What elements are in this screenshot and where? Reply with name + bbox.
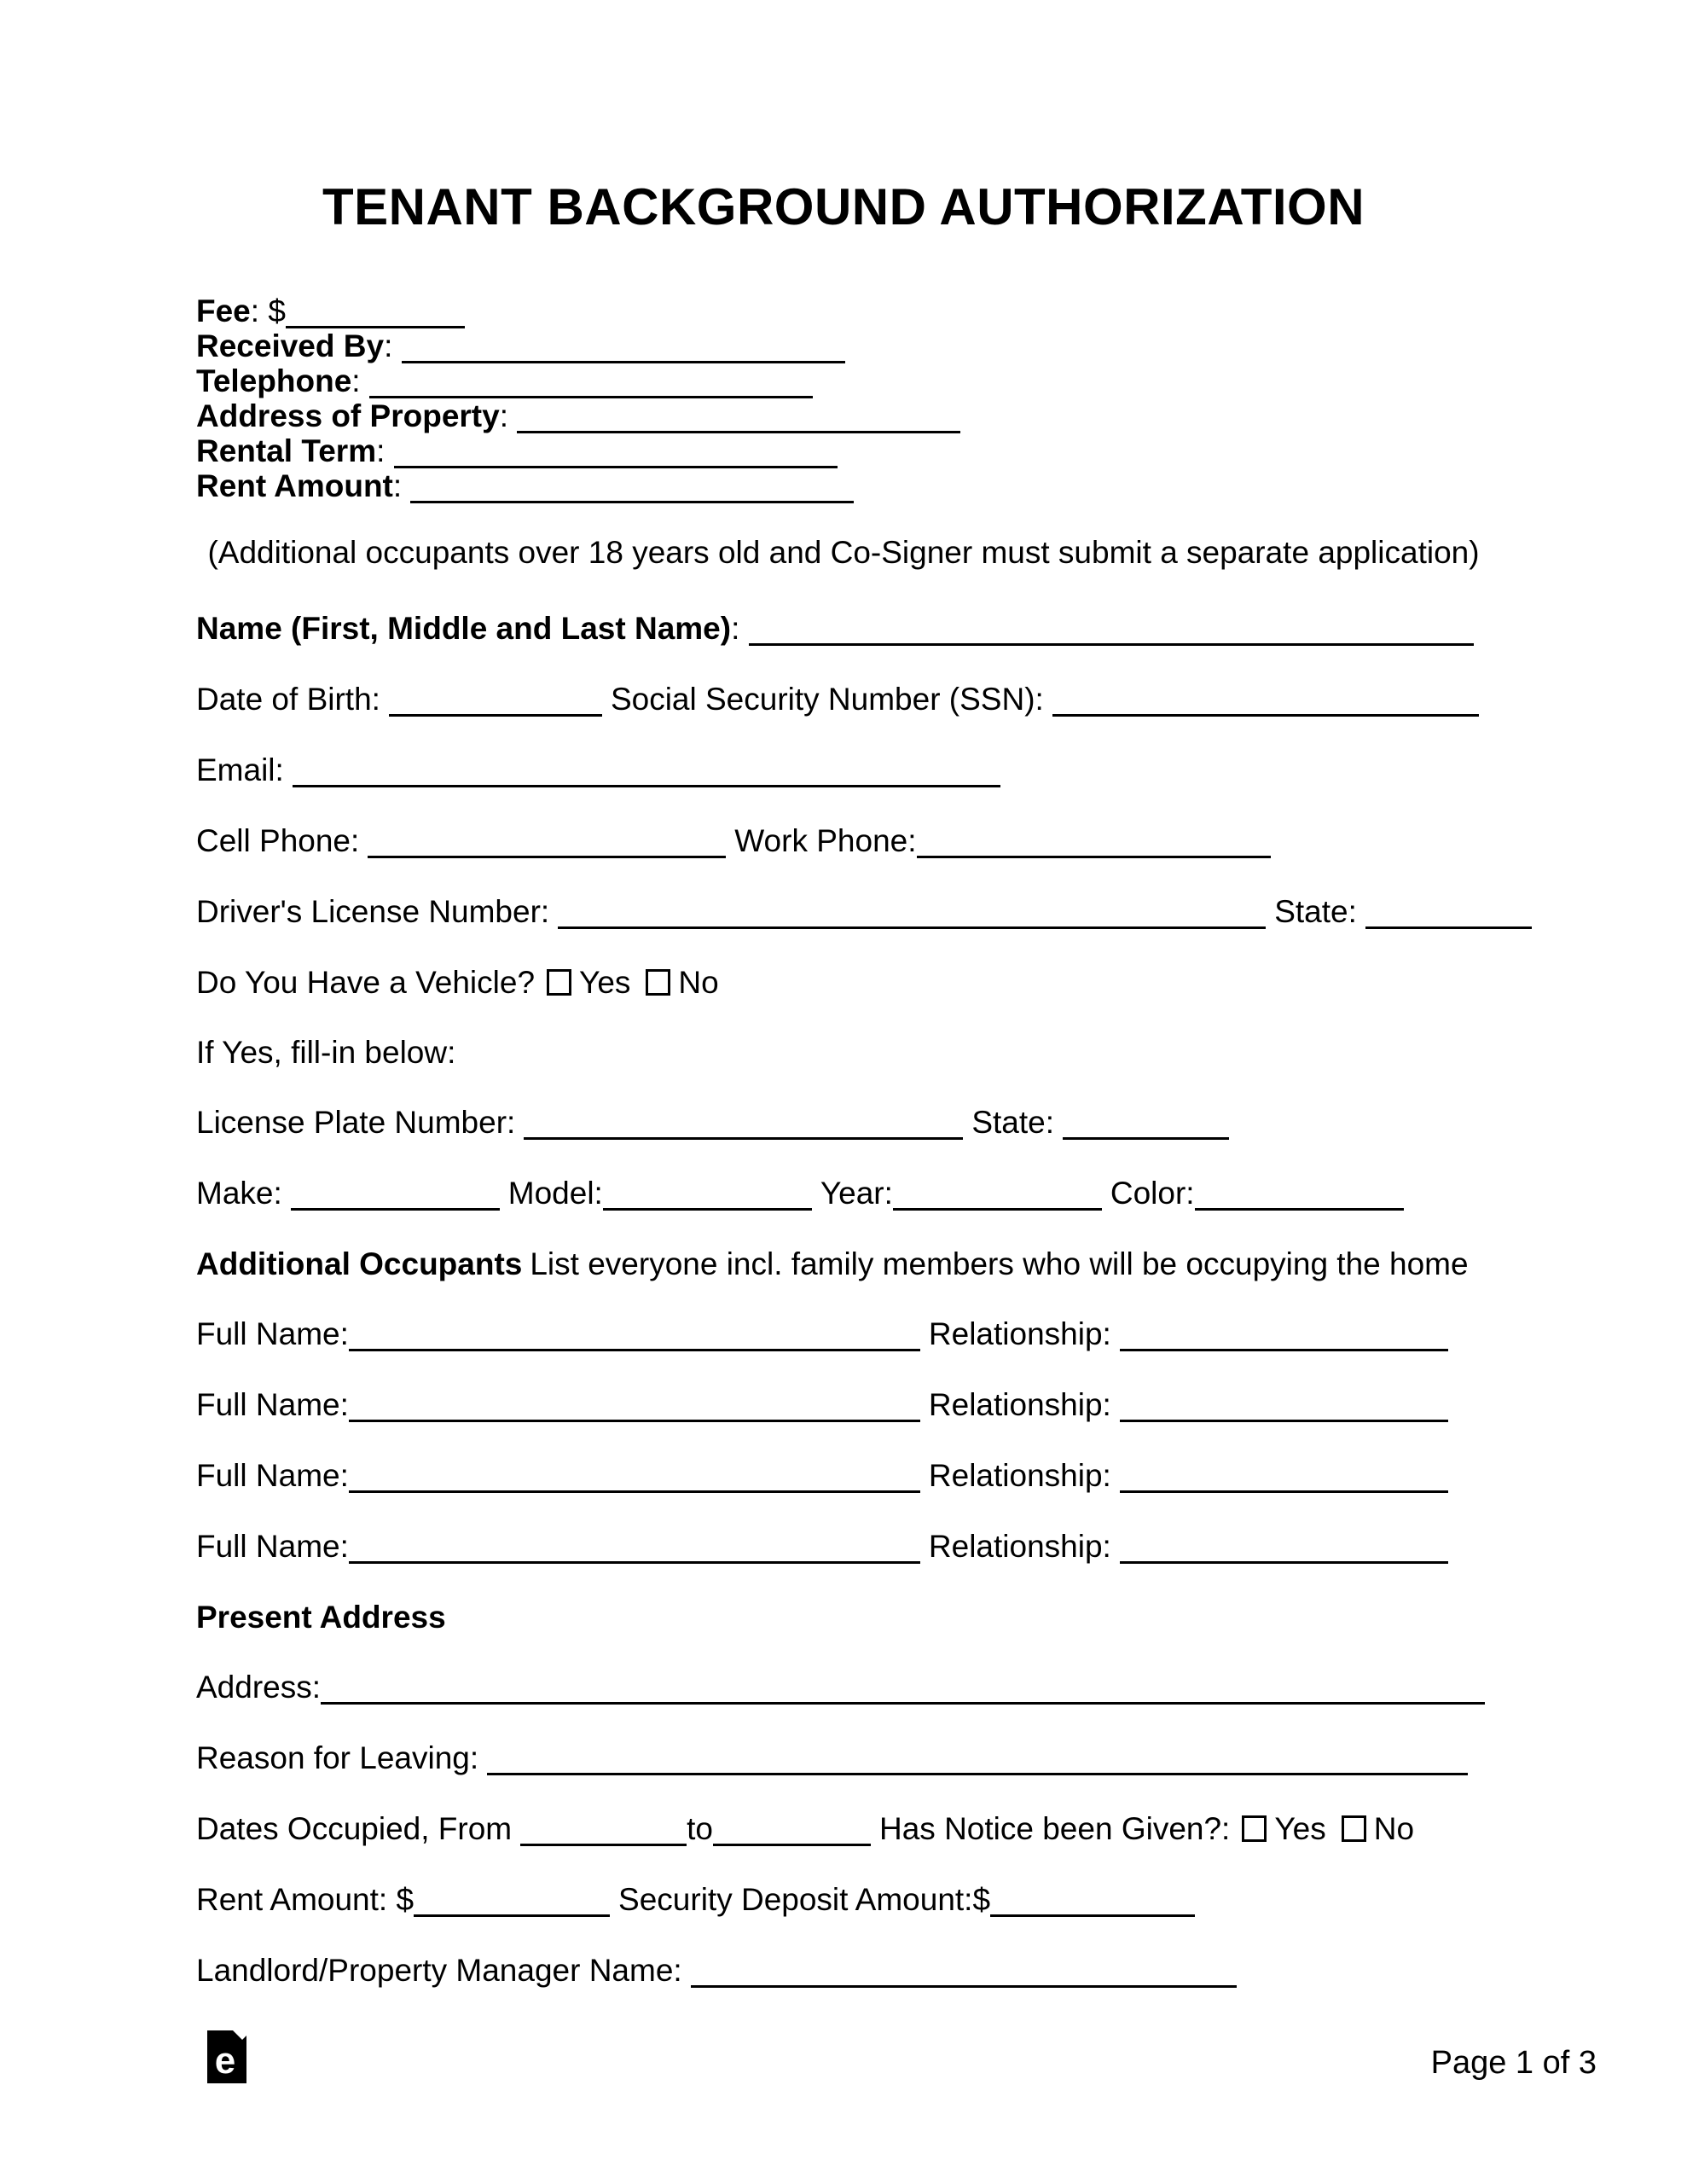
rent-amount-label: Rent Amount <box>196 468 393 503</box>
occupant-3-relationship-input-line[interactable] <box>1120 1465 1448 1493</box>
additional-occupants-heading <box>196 1248 1491 1281</box>
dates-occupied-label: Dates Occupied, From <box>196 1811 513 1846</box>
separator: : <box>384 328 402 363</box>
plate-state-input-line[interactable] <box>1063 1112 1229 1140</box>
occupant-1-relationship-input-line[interactable] <box>1120 1323 1448 1351</box>
work-phone-input-line[interactable] <box>917 830 1271 858</box>
occupant-row <box>196 1460 1491 1493</box>
notice-question-label: Has Notice been Given?: <box>879 1811 1231 1846</box>
security-deposit-label: Security Deposit Amount:$ <box>618 1882 991 1917</box>
license-plate-input-line[interactable] <box>524 1112 963 1140</box>
email-input-line[interactable] <box>293 759 1000 787</box>
fee-input-line[interactable] <box>286 300 465 328</box>
address-of-property-input-line[interactable] <box>517 405 960 433</box>
ssn-input-line[interactable] <box>1052 688 1479 717</box>
license-plate-line <box>196 1107 1491 1140</box>
name-line <box>196 613 1491 646</box>
date-of-birth-label: Date of Birth: <box>196 682 380 717</box>
plate-state-label: State: <box>971 1105 1054 1140</box>
occupant-4-relationship-input-line[interactable] <box>1120 1536 1448 1564</box>
color-label: Color: <box>1110 1176 1195 1211</box>
telephone-line <box>196 363 1491 398</box>
rent-deposit-line <box>196 1884 1491 1917</box>
full-name-label: Full Name: <box>196 1529 349 1564</box>
present-address-heading <box>196 1601 1491 1634</box>
received-by-line <box>196 328 1491 363</box>
occupant-4-full-name-input-line[interactable] <box>349 1536 920 1564</box>
year-input-line[interactable] <box>893 1182 1102 1211</box>
name-label: Name (First, Middle and Last Name) <box>196 611 732 646</box>
vehicle-question-label: Do You Have a Vehicle? <box>196 965 536 1000</box>
occupant-row <box>196 1318 1491 1351</box>
address-label: Address: <box>196 1670 322 1705</box>
date-of-birth-input-line[interactable] <box>389 688 602 717</box>
address-of-property-label: Address of Property <box>196 398 500 433</box>
dates-occupied-line <box>196 1813 1491 1846</box>
address-input-line[interactable] <box>321 1676 1485 1705</box>
prev-rent-amount-input-line[interactable] <box>414 1889 610 1917</box>
telephone-input-line[interactable] <box>369 370 813 398</box>
occupant-3-full-name-input-line[interactable] <box>349 1465 920 1493</box>
vehicle-yes-checkbox[interactable] <box>547 969 571 996</box>
landlord-line <box>196 1955 1491 1988</box>
landlord-input-line[interactable] <box>691 1960 1237 1988</box>
separator: : <box>731 611 749 646</box>
relationship-label: Relationship: <box>928 1316 1111 1351</box>
relationship-label: Relationship: <box>928 1529 1111 1564</box>
form-content <box>196 178 1491 1988</box>
email-label: Email: <box>196 752 284 787</box>
phones-line <box>196 825 1491 858</box>
svg-text:e: e <box>214 2040 236 2082</box>
full-name-label: Full Name: <box>196 1387 349 1422</box>
address-of-property-line <box>196 398 1491 433</box>
dob-ssn-line <box>196 683 1491 717</box>
license-plate-label: License Plate Number: <box>196 1105 516 1140</box>
make-label: Make: <box>196 1176 282 1211</box>
vehicle-yes-label: Yes <box>579 965 631 1000</box>
vehicle-no-label: No <box>678 965 719 1000</box>
vehicle-no-checkbox[interactable] <box>646 969 670 996</box>
email-line <box>196 754 1491 787</box>
separator: : <box>250 293 269 328</box>
dl-state-label: State: <box>1274 894 1357 929</box>
separator: : <box>392 468 411 503</box>
model-input-line[interactable] <box>603 1182 812 1211</box>
fee-label: Fee <box>196 293 251 328</box>
relationship-label: Relationship: <box>928 1387 1111 1422</box>
page-title: TENANT BACKGROUND AUTHORIZATION <box>322 178 1365 235</box>
name-input-line[interactable] <box>749 618 1474 646</box>
ssn-label: Social Security Number (SSN): <box>610 682 1044 717</box>
occupant-row <box>196 1531 1491 1564</box>
separator: : <box>351 363 369 398</box>
rent-amount-line <box>196 468 1491 503</box>
separator: : <box>376 433 394 468</box>
notice-no-label: No <box>1373 1811 1415 1846</box>
make-input-line[interactable] <box>291 1182 500 1211</box>
rental-term-input-line[interactable] <box>394 440 838 468</box>
address-line <box>196 1671 1491 1705</box>
occupant-2-full-name-input-line[interactable] <box>349 1394 920 1422</box>
cell-phone-input-line[interactable] <box>368 830 726 858</box>
occupant-1-full-name-input-line[interactable] <box>349 1323 920 1351</box>
reason-for-leaving-line <box>196 1742 1491 1775</box>
rent-amount-input-line[interactable] <box>410 475 854 503</box>
rental-term-label: Rental Term <box>196 433 377 468</box>
notice-yes-label: Yes <box>1274 1811 1326 1846</box>
full-name-label: Full Name: <box>196 1316 349 1351</box>
occupant-row <box>196 1389 1491 1422</box>
model-label: Model: <box>507 1176 603 1211</box>
dates-to-input-line[interactable] <box>713 1818 871 1846</box>
occupant-2-relationship-input-line[interactable] <box>1120 1394 1448 1422</box>
page-indicator: Page 1 of 3 <box>1430 2045 1597 2081</box>
if-yes-label: If Yes, fill-in below: <box>196 1035 456 1070</box>
vehicle-details-line <box>196 1177 1491 1211</box>
cell-phone-label: Cell Phone: <box>196 823 360 858</box>
reason-for-leaving-input-line[interactable] <box>487 1747 1468 1775</box>
landlord-label: Landlord/Property Manager Name: <box>196 1953 682 1988</box>
drivers-license-input-line[interactable] <box>558 901 1266 929</box>
telephone-label: Telephone <box>196 363 352 398</box>
additional-occupants-title: Additional Occupants <box>196 1246 523 1281</box>
dates-to-label: to <box>687 1811 713 1846</box>
eforms-logo-icon <box>207 2030 246 2083</box>
prev-rent-amount-label: Rent Amount: $ <box>196 1882 415 1917</box>
fee-line <box>196 293 1491 328</box>
full-name-label: Full Name: <box>196 1458 349 1493</box>
dates-from-input-line[interactable] <box>520 1818 687 1846</box>
dollar-sign: $ <box>268 293 286 328</box>
separator: : <box>499 398 518 433</box>
received-by-label: Received By <box>196 328 385 363</box>
vehicle-question-line <box>196 967 1491 999</box>
work-phone-label: Work Phone: <box>734 823 917 858</box>
dl-state-input-line[interactable] <box>1365 901 1532 929</box>
received-by-input-line[interactable] <box>402 335 845 363</box>
additional-occupants-description: List everyone incl. family members who will be occupying the home <box>530 1246 1469 1281</box>
co-signer-note: (Additional occupants over 18 years old and Co-Signer must submit a separate application) <box>207 535 1480 570</box>
reason-for-leaving-label: Reason for Leaving: <box>196 1740 479 1775</box>
year-label: Year: <box>820 1176 893 1211</box>
present-address-title: Present Address <box>196 1600 446 1635</box>
property-info-block <box>196 293 1491 503</box>
relationship-label: Relationship: <box>928 1458 1111 1493</box>
if-yes-line <box>196 1037 1491 1069</box>
notice-yes-checkbox[interactable] <box>1242 1815 1267 1842</box>
color-input-line[interactable] <box>1195 1182 1404 1211</box>
security-deposit-input-line[interactable] <box>990 1889 1195 1917</box>
notice-no-checkbox[interactable] <box>1342 1815 1366 1842</box>
drivers-license-line <box>196 896 1491 929</box>
rental-term-line <box>196 433 1491 468</box>
drivers-license-label: Driver's License Number: <box>196 894 550 929</box>
